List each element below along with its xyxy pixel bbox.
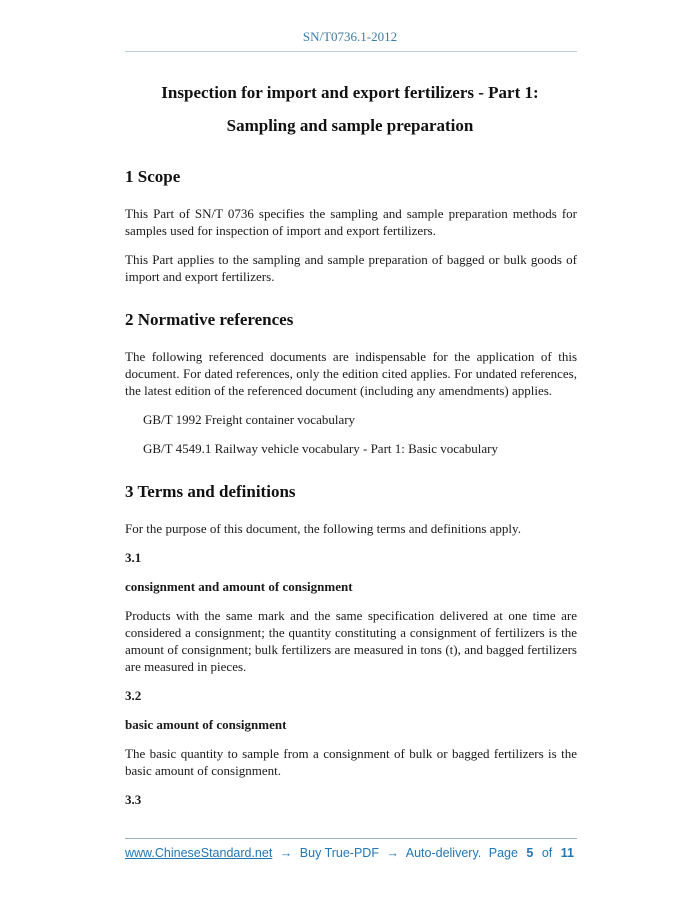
footer-promo [125,846,481,860]
term-name-3-2: basic amount of consignment [125,717,287,732]
header-divider [125,51,577,52]
footer-arrow-icon-1: → [279,846,293,860]
page-footer [125,838,577,860]
document-number: SN/T0736.1-2012 [302,29,398,44]
document-title [60,76,640,142]
page-label: Page [488,846,518,860]
term-name-3-1: consignment and amount of consignment [125,579,353,594]
section-heading-scope: 1 Scope [125,167,181,186]
page-total-number: 11 [560,846,574,860]
section-heading-normative-references: 2 Normative references [125,310,294,329]
normative-reference-item-1: GB/T 1992 Freight container vocabulary [143,412,356,427]
scope-paragraph-2: This Part applies to the sampling and sample preparation of bagged or bulk goods of import and export fertilizers. [125,252,577,284]
footer-buy-label: Buy True-PDF [299,846,379,860]
normative-reference-item-2: GB/T 4549.1 Railway vehicle vocabulary - Part 1: Basic vocabulary [143,441,498,456]
term-number-3-1: 3.1 [125,550,142,565]
term-definition-3-2: The basic quantity to sample from a consignment of bulk or bagged fertilizers is the basic amount of consignment. [125,746,577,778]
document-title-line1: Inspection for import and export fertilizers - Part 1: [161,83,539,102]
page-current-number: 5 [526,846,534,860]
terms-intro-paragraph: For the purpose of this document, the following terms and definitions apply. [125,521,521,536]
document-body [125,168,577,808]
footer-arrow-icon-2: → [386,846,399,860]
term-number-3-2: 3.2 [125,688,142,703]
scope-paragraph-1: This Part of SN/T 0736 specifies the sampling and sample preparation methods for samples used for inspection of import and export fertilizers. [125,206,577,238]
term-number-3-3: 3.3 [125,792,142,807]
footer-website-link[interactable]: www.ChineseStandard.net [125,846,273,860]
normative-references-paragraph: The following referenced documents are indispensable for the application of this document. For dated references, only the edition cited applies. For undated references, the latest edition of the referenced document (including any amendments) applies. [125,349,577,398]
document-title-line2: Sampling and sample preparation [226,116,474,135]
page-of-label: of [541,846,553,860]
term-definition-3-1: Products with the same mark and the same specification delivered at one time are considered a consignment; the quantity constituting a consignment of fertilizers is the amount of consignment; bulk fertilizers are measured in tons (t), and bagged fertilizers are measured in pieces. [125,608,577,674]
page-number-indicator [487,846,577,860]
section-heading-terms-definitions: 3 Terms and definitions [125,482,296,501]
footer-delivery-label: Auto-delivery. [405,846,482,860]
